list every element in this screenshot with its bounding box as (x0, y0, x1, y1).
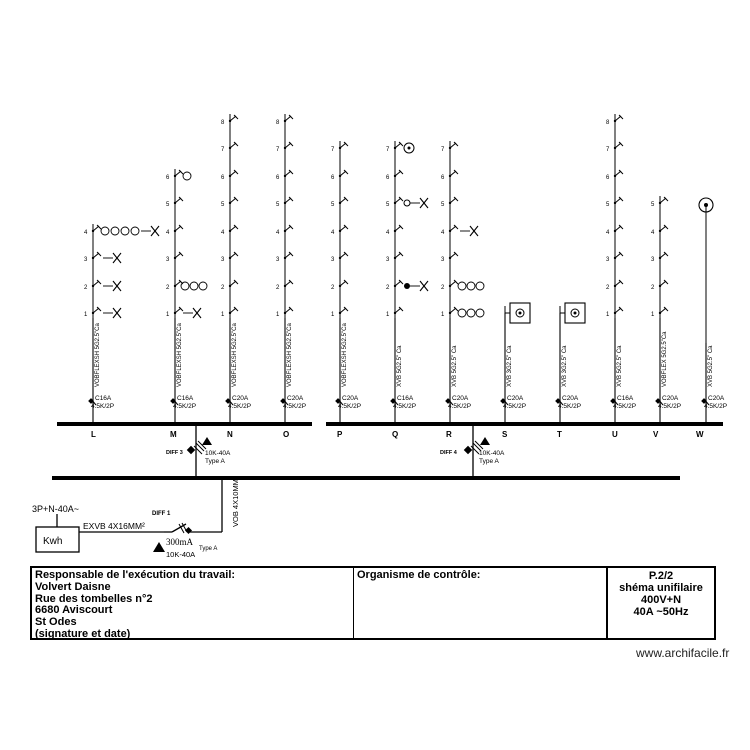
circuit-letter: O (283, 430, 290, 439)
point-number: 1 (221, 312, 225, 318)
point-number: 5 (606, 202, 610, 208)
cable-label: VOBFLEXSH 5G2.5"Ca (342, 323, 348, 387)
point-number: 1 (441, 312, 445, 318)
riser-cable-label: VOB 4X10MM² (231, 476, 240, 527)
point-number: 2 (84, 285, 88, 291)
point-number: 1 (166, 312, 170, 318)
circuit-letter: S (502, 430, 508, 439)
sheet-voltage: 400V+N (640, 594, 682, 606)
diff-1-type: Type A (199, 546, 218, 552)
point-number: 2 (441, 285, 445, 291)
diff-3-type: Type A (205, 458, 225, 465)
circuit-v (651, 196, 681, 439)
breaker-rating: 4.5K/2P (173, 403, 197, 410)
point-number: 5 (331, 202, 335, 208)
cable-label: VOBFLEX 5G2.5"Ca (662, 331, 668, 387)
point-number: 3 (651, 257, 655, 263)
point-number: 2 (331, 285, 335, 291)
point-number: 6 (276, 175, 280, 181)
circuit-s (500, 303, 530, 439)
point-number: 2 (386, 285, 390, 291)
contractor-heading: Responsable de l'exécution du travail: (35, 569, 236, 581)
point-number: 4 (386, 230, 390, 236)
point-number: 1 (386, 312, 390, 318)
circuit-w (696, 198, 727, 439)
point-number: 4 (166, 230, 170, 236)
point-number: 5 (651, 202, 655, 208)
breaker-label: C20A (342, 395, 359, 402)
point-number: 6 (166, 175, 170, 181)
circuit-u (606, 114, 636, 439)
circuit-letter: U (612, 430, 618, 439)
point-number: 3 (276, 257, 280, 263)
breaker-label: C16A (177, 395, 194, 402)
circuit-l (84, 224, 159, 439)
title-block-contractor (32, 568, 354, 638)
point-number: 7 (331, 147, 335, 153)
cable-label: VOBFLEXSH 5G2.5"Ca (177, 323, 183, 387)
circuit-letter: M (170, 430, 177, 439)
point-number: 7 (441, 147, 445, 153)
cable-label: XVB 3G2.5" Ca (507, 345, 513, 387)
breaker-rating: 4.5K/2P (503, 403, 527, 410)
cable-label: VOBFLEXSH 5G2.5"Ca (232, 323, 238, 387)
point-number: 3 (386, 257, 390, 263)
breaker-rating: 4.5K/2P (283, 403, 307, 410)
point-number: 4 (221, 230, 225, 236)
point-number: 1 (84, 312, 88, 318)
point-number: 5 (276, 202, 280, 208)
cable-label: XVB 5G2.5" Ca (617, 345, 623, 387)
breaker-rating: 4.5K/2P (393, 403, 417, 410)
point-number: 5 (441, 202, 445, 208)
title-block-inspection (354, 568, 608, 638)
point-number: 4 (331, 230, 335, 236)
breaker-label: C20A (708, 395, 725, 402)
circuits-layer (84, 114, 727, 439)
diff-3-label: DIFF 3 (166, 450, 183, 456)
breaker-label: C16A (397, 395, 414, 402)
circuit-o (276, 114, 306, 439)
point-number: 8 (606, 120, 610, 126)
point-number: 1 (331, 312, 335, 318)
point-number: 2 (166, 285, 170, 291)
point-number: 8 (276, 120, 280, 126)
breaker-label: C16A (95, 395, 112, 402)
breaker-label: C20A (662, 395, 679, 402)
sheet-number: P.2/2 (648, 570, 674, 582)
point-number: 7 (221, 147, 225, 153)
point-number: 4 (441, 230, 445, 236)
point-number: 3 (606, 257, 610, 263)
breaker-label: C16A (617, 395, 634, 402)
watermark: www.archifacile.fr (636, 646, 730, 660)
breaker-label: C20A (562, 395, 579, 402)
contractor-locality: St Odes (35, 616, 77, 629)
point-number: 3 (166, 257, 170, 263)
breaker-rating: 4.5K/2P (448, 403, 472, 410)
circuit-r (441, 141, 484, 439)
breaker-rating: 4.5K/2P (704, 403, 728, 410)
breaker-rating: 4.5K/2P (613, 403, 637, 410)
circuit-letter: Q (392, 430, 399, 439)
point-number: 3 (331, 257, 335, 263)
circuit-letter: N (227, 430, 233, 439)
cable-label: XVB 3G2.5" Ca (562, 345, 568, 387)
diff-4-label: DIFF 4 (440, 450, 457, 456)
point-number: 2 (221, 285, 225, 291)
circuit-letter: P (337, 430, 343, 439)
point-number: 1 (606, 312, 610, 318)
sheet-title: shéma unifilaire (619, 582, 703, 594)
point-number: 4 (276, 230, 280, 236)
contractor-name: Volvert Daisne (35, 580, 111, 593)
point-number: 6 (441, 175, 445, 181)
diff-1-rating: 10K-40A (166, 550, 196, 559)
supply-label: 3P+N-40A~ (32, 504, 80, 514)
circuit-t (555, 303, 585, 439)
point-number: 3 (441, 257, 445, 263)
point-number: 1 (651, 312, 655, 318)
circuit-letter: T (557, 430, 562, 439)
point-number: 6 (606, 175, 610, 181)
point-number: 2 (651, 285, 655, 291)
title-block-sheet-info (608, 568, 714, 638)
point-number: 7 (276, 147, 280, 153)
breaker-label: C20A (507, 395, 524, 402)
breaker-rating: 4.5K/2P (228, 403, 252, 410)
cable-label: VOBFLEXSH 5G2.5"Ca (95, 323, 101, 387)
point-number: 5 (221, 202, 225, 208)
breaker-rating: 4.5K/2P (558, 403, 582, 410)
breaker-label: C20A (287, 395, 304, 402)
breaker-label: C20A (232, 395, 249, 402)
circuit-n (221, 114, 251, 439)
diff-1-sensitivity: 300mA (166, 537, 193, 547)
point-number: 4 (84, 230, 88, 236)
signature-note: (signature et date) (35, 627, 131, 640)
point-number: 6 (386, 175, 390, 181)
circuit-letter: V (653, 430, 659, 439)
meter-label: Kwh (43, 536, 63, 547)
diff-4-type: Type A (479, 458, 499, 465)
diff-4-rating: 10K-40A (479, 450, 505, 457)
contractor-street: Rue des tombelles n°2 (35, 592, 153, 605)
breaker-rating: 4.5K/2P (338, 403, 362, 410)
inspection-body-heading: Organisme de contrôle: (357, 569, 481, 581)
point-number: 2 (276, 285, 280, 291)
diff-1-label: DIFF 1 (152, 511, 171, 517)
point-number: 5 (166, 202, 170, 208)
point-number: 4 (606, 230, 610, 236)
cable-label: XVB 5G2.5" Ca (452, 345, 458, 387)
point-number: 6 (331, 175, 335, 181)
circuit-p (331, 141, 361, 439)
main-cable-label: EXVB 4X16MM² (83, 521, 145, 531)
point-number: 7 (386, 147, 390, 153)
circuit-q (386, 141, 428, 439)
point-number: 8 (221, 120, 225, 126)
diff-3-rating: 10K-40A (205, 450, 231, 457)
point-number: 6 (221, 175, 225, 181)
point-number: 4 (651, 230, 655, 236)
point-number: 3 (221, 257, 225, 263)
sheet-current: 40A ~50Hz (633, 606, 689, 618)
circuit-letter: L (91, 430, 96, 439)
breaker-label: C20A (452, 395, 469, 402)
breaker-rating: 4.5K/2P (658, 403, 682, 410)
point-number: 1 (276, 312, 280, 318)
point-number: 2 (606, 285, 610, 291)
circuit-m (166, 169, 207, 439)
title-block (30, 566, 716, 640)
contractor-city: 6680 Aviscourt (35, 604, 113, 617)
cable-label: VOBFLEXSH 5G2.5"Ca (287, 323, 293, 387)
cable-label: XVB 5G2.5" Ca (708, 345, 714, 387)
breaker-rating: 4.5K/2P (91, 403, 115, 410)
point-number: 7 (606, 147, 610, 153)
circuit-letter: W (696, 430, 704, 439)
point-number: 5 (386, 202, 390, 208)
circuit-letter: R (446, 430, 452, 439)
point-number: 3 (84, 257, 88, 263)
cable-label: XVB 5G2.5" Ca (397, 345, 403, 387)
